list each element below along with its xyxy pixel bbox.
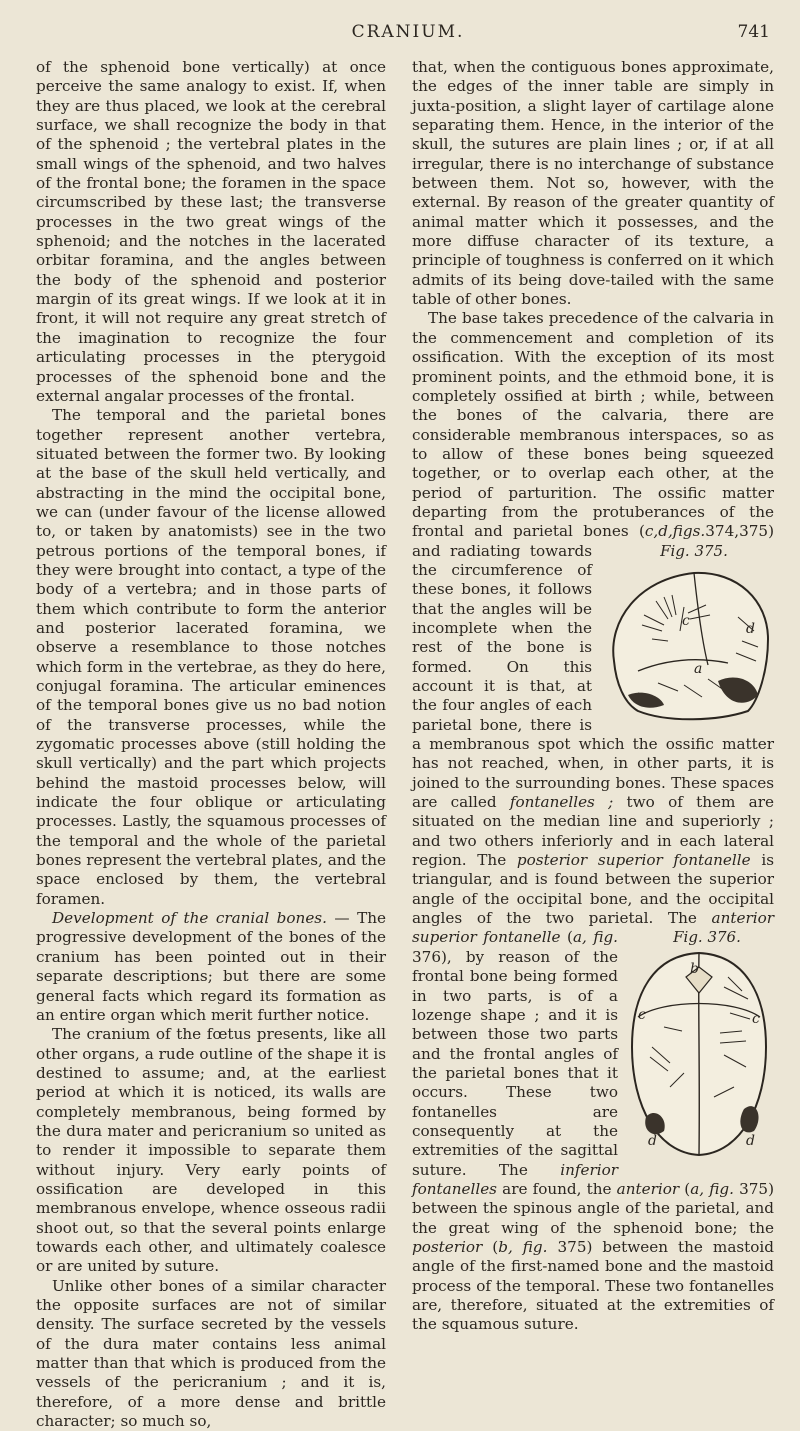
text-run: The base takes precedence of the calvaria in the commencement and completion of its ossification. With the exception of its most prominent points, and the ethmoid bone, it is completely ossified at birth ; while, between the bones of the calvaria, there are considerable membranous interspaces, so as to allow of these bones being squeezed together, or to overlap each other, at the period of parturition. The ossific matter departing from the protuberances of the frontal and parietal bones ( — [412, 309, 774, 541]
text-run: ( — [679, 1179, 691, 1198]
figure-reference: a, fig. — [690, 1179, 734, 1198]
text-run: 375) between the spinous angle of the parietal, and the great wing of the sphenoid bone; the — [412, 1179, 774, 1237]
left-paragraph-5: Unlike other bones of a similar character the opposite surfaces are not of similar density. The surface secreted by the vessels of the dura mater contains less animal matter than that which is produced from the vessels of the pericranium ; and it is, therefore, of a more dense and brittle character; so much so, — [36, 1276, 386, 1431]
text-run: ( — [560, 928, 573, 947]
term-inferior-fontanelles: inferior fontanelles — [412, 1160, 618, 1198]
heading-dash: — — [326, 909, 358, 928]
fig376-letter-d-right: d — [746, 1133, 755, 1150]
text-run: is triangular, and is found between the superior angle of the occipital bone, and the occipital angles of the two parietal. The — [412, 851, 774, 928]
fig376-letter-d-left: d — [648, 1133, 657, 1150]
fig376-letter-c-left: c — [638, 1007, 646, 1024]
text-run: 376), by reason of the frontal bone being formed in two parts, is of a lozenge shape ; and it is between those two parts and the frontal angles of the parietal bones that it occurs. These two fontanelles are consequently at the extremities of the sagittal suture. The — [412, 947, 618, 1179]
figure-reference: c,d,figs. — [644, 522, 706, 541]
skull-fontanelle-illustration — [598, 561, 774, 729]
term-anterior: anterior — [616, 1179, 680, 1198]
text-run: 374,375 — [705, 522, 769, 541]
figure-375 — [598, 542, 774, 732]
term-posterior-superior: posterior superior fontanelle — [516, 851, 751, 870]
text-run: 375) between the mastoid angle of the first-named bone and the mastoid process of the temporal. These two fontanelles are, therefore, situated at the extremities of the squamous suture. — [412, 1237, 774, 1334]
right-paragraph-1: that, when the contiguous bones approximate, the edges of the inner table are simply in juxta-position, a slight layer of cartilage alone separating them. Hence, in the interior of the skull, the sutures are plain lines ; or, if at all irregular, there is no interchange of substance between them. Not so, however, with the external. By reason of the greater quantity of animal matter which it possesses, and the more diffuse character of its texture, a principle of toughness is conferred on it which admits of its being dove-tailed with the same table of other bones. — [412, 58, 774, 309]
term-posterior: posterior — [412, 1237, 483, 1256]
fig375-letter-c: c — [682, 612, 690, 629]
left-paragraph-3 — [36, 909, 386, 1025]
fig376-letter-c-right: c — [752, 1011, 760, 1028]
skull-top-view-illustration — [624, 947, 774, 1161]
figure-376-label: Fig. 376. — [673, 928, 741, 947]
section-heading: Development of the cranial bones. — [52, 909, 327, 928]
fig376-letter-b: b — [690, 961, 699, 978]
left-paragraph-2: The temporal and the parietal bones together represent another vertebra, situated between the former two. By looking at the base of the skull held vertically, and abstracting in the mind the occipital bone, we can (under favour of the license allowed to, or taken by anatomists) see in the two petrous portions of the temporal bones, if they were brought into contact, a type of the body of a vertebra; and in those parts of them which contribute to form the anterior and posterior lacerated foramina, we observe a resemblance to those notches which form in the vertebrae, as they do here, conjugal foramina. The articular eminences of the temporal bones give us no bad notion of the transverse processes, while the zygomatic processes above (still holding the skull vertically) and the part which projects behind the mastoid processes below, will indicate the four oblique or articulating processes. Lastly, the squamous processes of the temporal and the whole of the parietal bones represent the vertebral plates, and the space enclosed by them, the vertebral foramen. — [36, 406, 386, 908]
right-column — [412, 58, 774, 1335]
term-fontanelles: fontanelles ; — [509, 793, 614, 812]
figure-reference: b, fig. — [498, 1237, 548, 1256]
text-run: two of them are situated on the median line and superiorly ; and two others inferiorly and in each lateral region. The — [412, 793, 774, 870]
left-column — [36, 58, 386, 1431]
right-paragraph-2 — [412, 309, 774, 1334]
page-header — [36, 20, 780, 50]
fig375-letter-a: a — [694, 660, 703, 677]
figure-reference: a, fig. — [572, 928, 619, 947]
figure-376 — [624, 928, 774, 1164]
fig375-letter-d: d — [746, 620, 755, 637]
text-run: ) and radiating towards the circumference of these bones, it follows that the angles will be incomplete when the rest of the bone is formed. On this account it is that, at the four angles of each parietal bone, there is a membranous spot which the ossific matter has not reached, when, in other parts, it is joined to the surrounding bones. These spaces are called — [412, 522, 774, 812]
left-paragraph-1: of the sphenoid bone vertically) at once perceive the same analogy to exist. If, when they are thus placed, we look at the cerebral surface, we shall recognize the body in that of the sphenoid ; the vertebral plates in the small wings of the sphenoid, and two halves of the frontal bone; the foramen in the space circumscribed by these last; the transverse processes in the two great wings of the sphenoid; and the notches in the lacerated orbitar foramina, and the angles between the body of the sphenoid and posterior margin of its great wings. If we look at it in front, it will not require any great stretch of the imagination to recognize the four articulating processes in the pterygoid processes of the sphenoid bone and the external angalar processes of the frontal. — [36, 58, 386, 405]
page-number: 741 — [737, 22, 770, 42]
running-title: CRANIUM. — [351, 22, 465, 42]
section-body: The progressive development of the bones of the cranium has been pointed out in their separate descriptions; but there are some general facts which regard its formation as an entire organ which merit further notice. — [36, 909, 386, 1024]
left-paragraph-4: The cranium of the fœtus presents, like all other organs, a rude outline of the shape it is destined to assume; and, at the earliest period at which it is noticed, its walls are completely membranous, being formed by the dura mater and pericranium so united as to render it impossible to separate them without injury. Very early points of ossification are developed in this membranous envelope, whence osseous radii shoot out, so that the several points enlarge towards each other, and ultimately coalesce or are united by suture. — [36, 1025, 386, 1276]
figure-375-label: Fig. 375. — [660, 541, 728, 560]
term-anterior-superior: anterior superior fontanelle — [412, 909, 774, 947]
text-run: ( — [482, 1237, 499, 1256]
text-run: are found, the — [496, 1179, 617, 1198]
